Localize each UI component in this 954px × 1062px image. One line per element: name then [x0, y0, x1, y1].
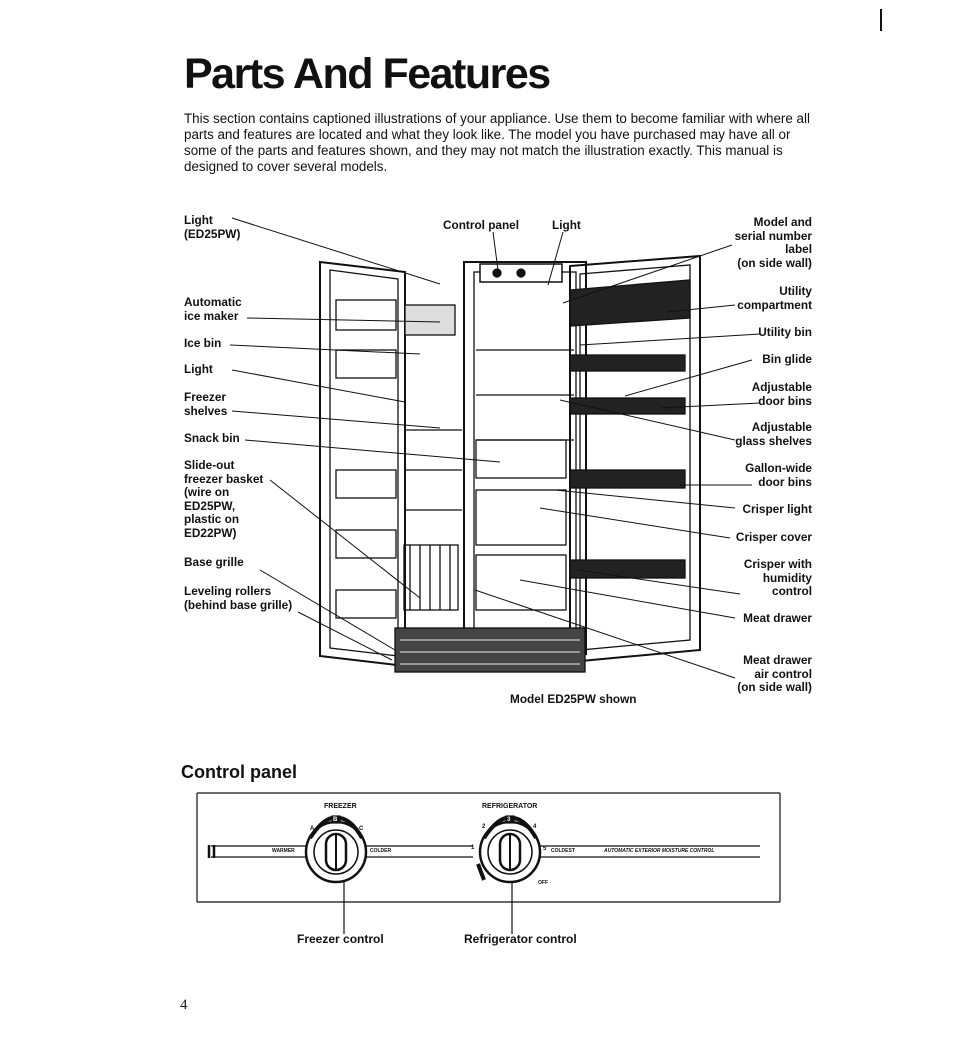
page-title: Parts And Features — [184, 50, 550, 98]
label-light-freezer: Light — [184, 362, 213, 376]
freezer-mark-b: B — [333, 817, 338, 823]
label-bin-glide: Bin glide — [762, 352, 812, 366]
refrigerator-title: REFRIGERATOR — [482, 803, 538, 810]
label-snack-bin: Snack bin — [184, 431, 240, 445]
refrigerator-mark-4: 4 — [533, 824, 537, 830]
refrigerator-coldest: COLDEST — [551, 848, 575, 854]
label-meat-drawer: Meat drawer — [743, 611, 812, 625]
label-light-ed25pw: Light (ED25PW) — [184, 213, 241, 241]
label-automatic-ice-maker: Automatic ice maker — [184, 295, 242, 323]
intro-paragraph: This section contains captioned illustrations of your appliance. Use them to become familiar with where all parts and features are located and what they look like. The model you have purchased may have all or some of the parts and features shown, and they may not match the illustration exactly. This manual is designed to cover several models. — [184, 111, 810, 174]
label-leveling-rollers: Leveling rollers (behind base grille) — [184, 584, 293, 612]
label-ice-bin: Ice bin — [184, 336, 222, 350]
label-crisper-light: Crisper light — [742, 502, 812, 516]
page-number: 4 — [180, 997, 188, 1013]
moisture-control-text: AUTOMATIC EXTERIOR MOISTURE CONTROL — [604, 848, 715, 854]
freezer-title: FREEZER — [324, 803, 357, 810]
label-crisper-cover: Crisper cover — [735, 530, 812, 544]
illustration-caption: Model ED25PW shown — [510, 692, 637, 706]
label-model-serial-number: Model and serial number label (on side wall) — [734, 215, 812, 270]
label-slide-out-freezer-basket: Slide-out freezer basket (wire on ED25PW, plastic on ED22PW) — [184, 458, 264, 540]
control-panel-heading: Control panel — [181, 762, 297, 782]
refrigerator-mark-3: 3 — [507, 817, 511, 823]
label-adjustable-glass-shelves: Adjustable glass shelves — [735, 420, 812, 448]
freezer-control-label: Freezer control — [297, 932, 384, 946]
freezer-warmer: WARMER — [272, 848, 295, 854]
freezer-colder: COLDER — [370, 848, 392, 854]
label-utility-bin: Utility bin — [758, 325, 812, 339]
label-adjustable-door-bins: Adjustable door bins — [751, 380, 812, 408]
label-control-panel: Control panel — [443, 218, 520, 232]
refrigerator-control-label: Refrigerator control — [464, 932, 577, 946]
label-freezer-shelves: Freezer shelves — [184, 390, 228, 418]
label-utility-compartment: Utility compartment — [737, 284, 812, 312]
refrigerator-mark-2: 2 — [482, 824, 486, 830]
label-crisper-humidity-control: Crisper with humidity control — [743, 557, 812, 599]
label-base-grille: Base grille — [184, 555, 244, 569]
label-light-top: Light — [552, 218, 581, 232]
label-gallon-wide-door-bins: Gallon-wide door bins — [745, 461, 812, 489]
freezer-mark-a: A — [310, 826, 315, 832]
refrigerator-off: OFF — [538, 880, 548, 886]
refrigerator-mark-1: 1 — [471, 845, 475, 851]
label-meat-drawer-air-control: Meat drawer air control (on side wall) — [737, 653, 812, 695]
freezer-mark-c: C — [359, 826, 364, 832]
refrigerator-mark-5: 5 — [543, 846, 547, 852]
